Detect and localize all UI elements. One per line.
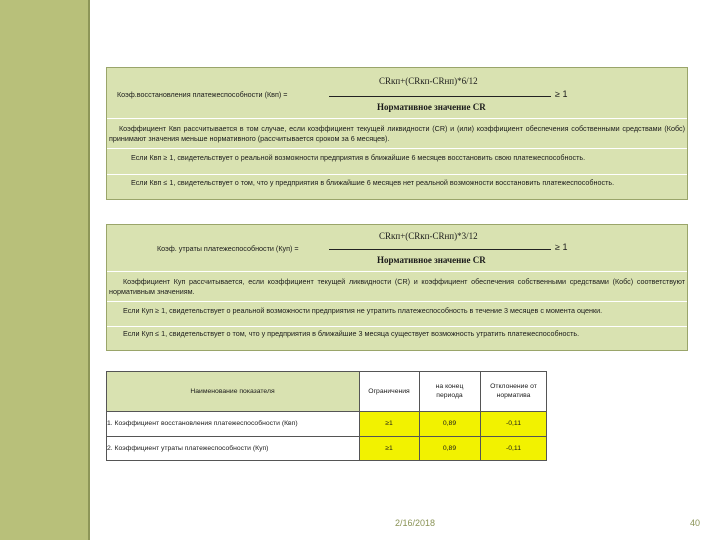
table-row-1-limit: ≥1 [359, 411, 419, 436]
loss-formula [107, 225, 687, 271]
indicators-table [106, 371, 547, 461]
divider [107, 301, 687, 302]
table-header-indicator: Наименование показателя [106, 371, 359, 411]
table-border [546, 371, 547, 461]
loss-negative-case: Если Куп ≤ 1, свидетельствует о том, что у предприятия в ближайшие 3 месяца существует возможность утратить платежеспособность. [123, 329, 580, 338]
table-row-1-period-end: 0,89 [419, 411, 480, 436]
table-row-1-deviation: -0,11 [480, 411, 547, 436]
loss-formula-numerator: CRкп+(CRкп-CRнп)*3/12 [379, 231, 478, 241]
divider [107, 271, 687, 272]
divider [107, 326, 687, 327]
table-row-1-indicator: 1. Коэффициент восстановления платежеспособности (Квп) [106, 411, 359, 436]
divider [107, 148, 687, 149]
table-border [480, 371, 481, 461]
loss-formula-denominator: Нормативное значение CR [377, 255, 486, 265]
loss-positive-case: Если Куп ≥ 1, свидетельствует о реальной возможности предприятия не утратить платежеспособность в течение 3 месяцев с момента оценки. [123, 306, 603, 315]
table-row-2-period-end: 0,89 [419, 436, 480, 461]
restoration-formula-denominator: Нормативное значение CR [377, 102, 486, 112]
table-row-2-deviation: -0,11 [480, 436, 547, 461]
slide-number: 40 [690, 518, 701, 528]
fraction-line [329, 96, 551, 97]
divider [107, 118, 687, 119]
table-border [419, 371, 420, 461]
table-row-2-indicator: 2. Коэффициент утраты платежеспособности (Куп) [106, 436, 359, 461]
restoration-positive-case: Если Квп ≥ 1, свидетельствует о реальной возможности предприятия в ближайшие 6 месяцев восстановить свою платежеспособность. [131, 153, 586, 162]
loss-threshold: ≥ 1 [555, 242, 568, 252]
restoration-formula [107, 68, 687, 118]
restoration-threshold: ≥ 1 [555, 89, 568, 99]
fraction-line [329, 249, 551, 250]
left-band-border [88, 0, 90, 540]
restoration-description: Коэффициент Квп рассчитывается в том случае, если коэффициент текущей ликвидности (CR) и (или) коэффициент обеспечения собственными средствами (Кобс) принимают значения меньше нормативного (рассчитывается сроком за 6 месяцев). [109, 124, 685, 143]
restoration-negative-case: Если Квп ≤ 1, свидетельствует о том, что у предприятия в ближайшие 6 месяцев нет реальной возможности восстановить платежеспособность. [131, 178, 615, 187]
loss-formula-label: Коэф. утраты платежеспособности (Куп) = [157, 244, 299, 253]
table-header-period-end: на конец периода [419, 371, 480, 411]
table-header-deviation: Отклонение от норматива [480, 371, 547, 411]
divider [107, 174, 687, 175]
slide-date: 2/16/2018 [395, 518, 436, 528]
table-border [359, 371, 360, 461]
restoration-formula-numerator: CRкп+(CRкп-CRнп)*6/12 [379, 76, 478, 86]
table-row-2-limit: ≥1 [359, 436, 419, 461]
loss-description: Коэффициент Куп рассчитывается, если коэффициент текущей ликвидности (CR) и коэффициент обеспечения собственными средствами (Кобс) соответствуют нормативным значениям. [109, 277, 685, 296]
table-header-limits: Ограничения [359, 371, 419, 411]
loss-coefficient-panel [106, 224, 688, 351]
restoration-formula-label: Коэф.восстановления платежеспособности (Квп) = [117, 90, 288, 99]
table-border [106, 371, 107, 461]
left-decorative-band [0, 0, 90, 540]
restoration-coefficient-panel [106, 67, 688, 200]
